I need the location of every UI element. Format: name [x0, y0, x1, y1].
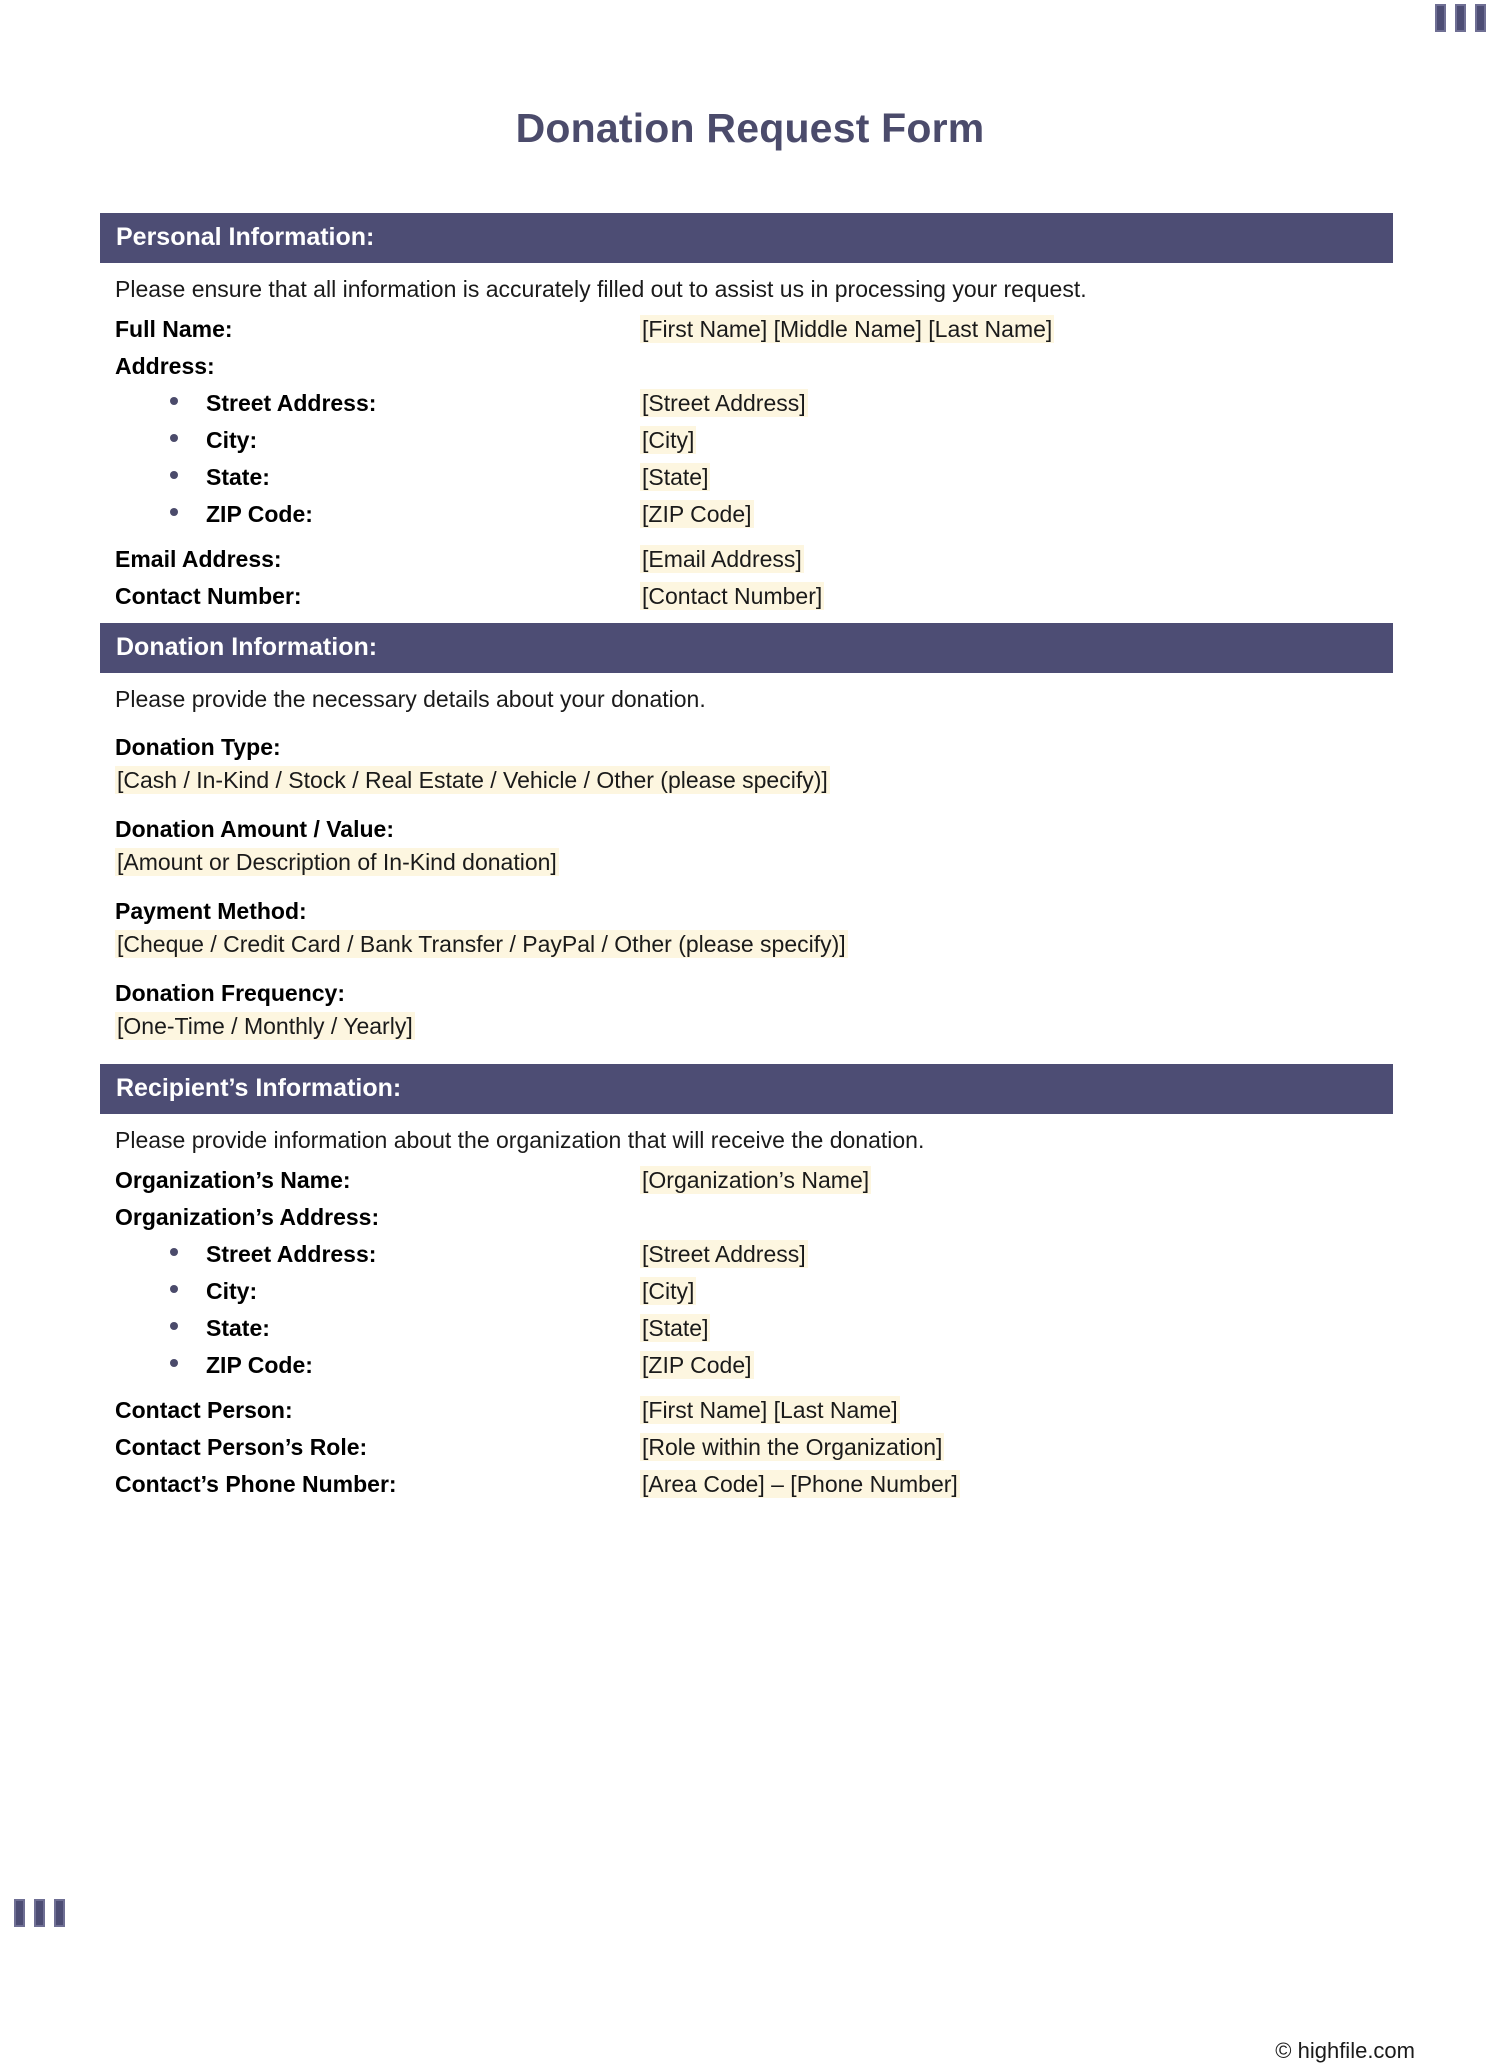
field-value[interactable]	[115, 767, 1393, 802]
placeholder-text: [State]	[642, 1314, 709, 1341]
field-label: City:	[206, 426, 258, 453]
field-label: City:	[206, 1277, 258, 1304]
field-label: State:	[206, 463, 270, 490]
list-item-org-state	[100, 1310, 1393, 1347]
bullet-icon	[170, 1317, 206, 1340]
page-title: Donation Request Form	[515, 105, 985, 151]
field-value[interactable]	[640, 546, 804, 573]
field-donation-type	[100, 720, 1393, 802]
placeholder-text: [ZIP Code]	[642, 1351, 752, 1378]
field-label: Contact Person’s Role:	[115, 1433, 368, 1460]
list-item-org-city	[100, 1273, 1393, 1310]
field-value[interactable]	[640, 1241, 808, 1268]
section-header-recipients-information: Recipient’s Information:	[100, 1064, 1393, 1114]
placeholder-text: [Area Code] – [Phone Number]	[642, 1470, 958, 1497]
field-row-contact-person	[100, 1392, 1393, 1429]
field-label: Email Address:	[115, 545, 282, 572]
section-body-personal-information	[100, 263, 1393, 623]
bullet-icon	[170, 1243, 206, 1266]
corner-bar	[1475, 4, 1486, 32]
corner-bar	[1435, 4, 1446, 32]
field-label: Donation Frequency:	[115, 980, 346, 1006]
field-label: Organization’s Name:	[115, 1166, 351, 1193]
bullet-icon	[170, 503, 206, 526]
field-label: Street Address:	[206, 1240, 377, 1267]
bullet-icon	[170, 1280, 206, 1303]
bullet-icon	[170, 429, 206, 452]
section-header-personal-information: Personal Information:	[100, 213, 1393, 263]
bullet-icon	[170, 1354, 206, 1377]
field-label: Contact Person:	[115, 1396, 293, 1423]
placeholder-text: [Cash / In-Kind / Stock / Real Estate / Vehicle / Other (please specify)]	[117, 767, 828, 793]
field-row-organization-name	[100, 1162, 1393, 1199]
field-label: State:	[206, 1314, 270, 1341]
list-item-org-zip-code	[100, 1347, 1393, 1384]
bullet-icon	[170, 466, 206, 489]
field-value[interactable]	[640, 1315, 710, 1342]
section-intro-recipients-information: Please provide information about the organization that will receive the donation.	[115, 1127, 925, 1153]
field-donation-frequency	[100, 966, 1393, 1048]
field-row-full-name	[100, 311, 1393, 348]
corner-mark-bottom-left-icon	[14, 1899, 65, 1927]
field-value[interactable]	[115, 1013, 1393, 1048]
field-label: ZIP Code:	[206, 1351, 313, 1378]
placeholder-text: [ZIP Code]	[642, 500, 752, 527]
field-value[interactable]	[115, 931, 1393, 966]
list-item-city	[100, 422, 1393, 459]
field-value[interactable]	[640, 1397, 900, 1424]
field-label: Street Address:	[206, 389, 377, 416]
footer-copyright: © highfile.com	[1275, 2038, 1415, 2063]
placeholder-text: [Street Address]	[642, 389, 806, 416]
corner-bar	[14, 1899, 25, 1927]
placeholder-text: [Organization’s Name]	[642, 1166, 870, 1193]
field-label: Full Name:	[115, 315, 233, 342]
corner-mark-top-right-icon	[1435, 4, 1486, 32]
placeholder-text: [First Name] [Middle Name] [Last Name]	[642, 315, 1053, 342]
field-donation-amount-value	[100, 802, 1393, 884]
placeholder-text: [City]	[642, 1277, 695, 1304]
field-label: ZIP Code:	[206, 500, 313, 527]
form-content	[100, 213, 1415, 2063]
list-item-state	[100, 459, 1393, 496]
field-value[interactable]	[640, 464, 710, 491]
placeholder-text: [Contact Number]	[642, 582, 823, 609]
field-label: Organization’s Address:	[115, 1203, 380, 1230]
corner-bar	[54, 1899, 65, 1927]
field-value[interactable]	[640, 390, 808, 417]
section-body-donation-information	[100, 673, 1393, 1065]
field-value[interactable]	[640, 316, 1054, 343]
field-label: Contact Number:	[115, 582, 302, 609]
section-body-recipients-information	[100, 1114, 1393, 1503]
field-value[interactable]	[640, 583, 824, 610]
field-value[interactable]	[640, 1352, 754, 1379]
placeholder-text: [City]	[642, 426, 695, 453]
field-value[interactable]	[640, 1471, 960, 1498]
field-value[interactable]	[640, 1434, 944, 1461]
field-value[interactable]	[640, 501, 754, 528]
field-label: Payment Method:	[115, 898, 307, 924]
placeholder-text: [Cheque / Credit Card / Bank Transfer / PayPal / Other (please specify)]	[117, 931, 846, 957]
section-intro-donation-information: Please provide the necessary details about your donation.	[115, 685, 706, 712]
placeholder-text: [Street Address]	[642, 1240, 806, 1267]
placeholder-text: [Role within the Organization]	[642, 1433, 943, 1460]
corner-bar	[1455, 4, 1466, 32]
list-item-street-address	[100, 385, 1393, 422]
field-value[interactable]	[640, 1278, 696, 1305]
field-value[interactable]	[640, 1167, 871, 1194]
field-row-organization-address-label	[100, 1199, 1393, 1236]
field-label: Donation Amount / Value:	[115, 816, 394, 842]
field-row-contact-number	[100, 578, 1393, 615]
list-item-zip-code	[100, 496, 1393, 533]
placeholder-text: [Amount or Description of In-Kind donation]	[117, 849, 557, 875]
placeholder-text: [One-Time / Monthly / Yearly]	[117, 1013, 413, 1039]
field-row-contact-person-role	[100, 1429, 1393, 1466]
field-value[interactable]	[115, 849, 1393, 884]
bullet-icon	[170, 392, 206, 415]
section-intro-personal-information: Please ensure that all information is accurately filled out to assist us in processing your request.	[115, 276, 1087, 302]
placeholder-text: [First Name] [Last Name]	[642, 1396, 898, 1423]
placeholder-text: [State]	[642, 463, 709, 490]
field-value[interactable]	[640, 427, 696, 454]
placeholder-text: [Email Address]	[642, 545, 802, 572]
field-payment-method	[100, 884, 1393, 966]
list-item-org-street-address	[100, 1236, 1393, 1273]
field-label: Contact’s Phone Number:	[115, 1470, 397, 1497]
field-row-contact-phone-number	[100, 1466, 1393, 1503]
field-label: Donation Type:	[115, 734, 281, 760]
field-row-address-label	[100, 348, 1393, 385]
section-header-donation-information: Donation Information:	[100, 623, 1393, 673]
corner-bar	[34, 1899, 45, 1927]
field-label: Address:	[115, 352, 215, 379]
field-row-email-address	[100, 541, 1393, 578]
